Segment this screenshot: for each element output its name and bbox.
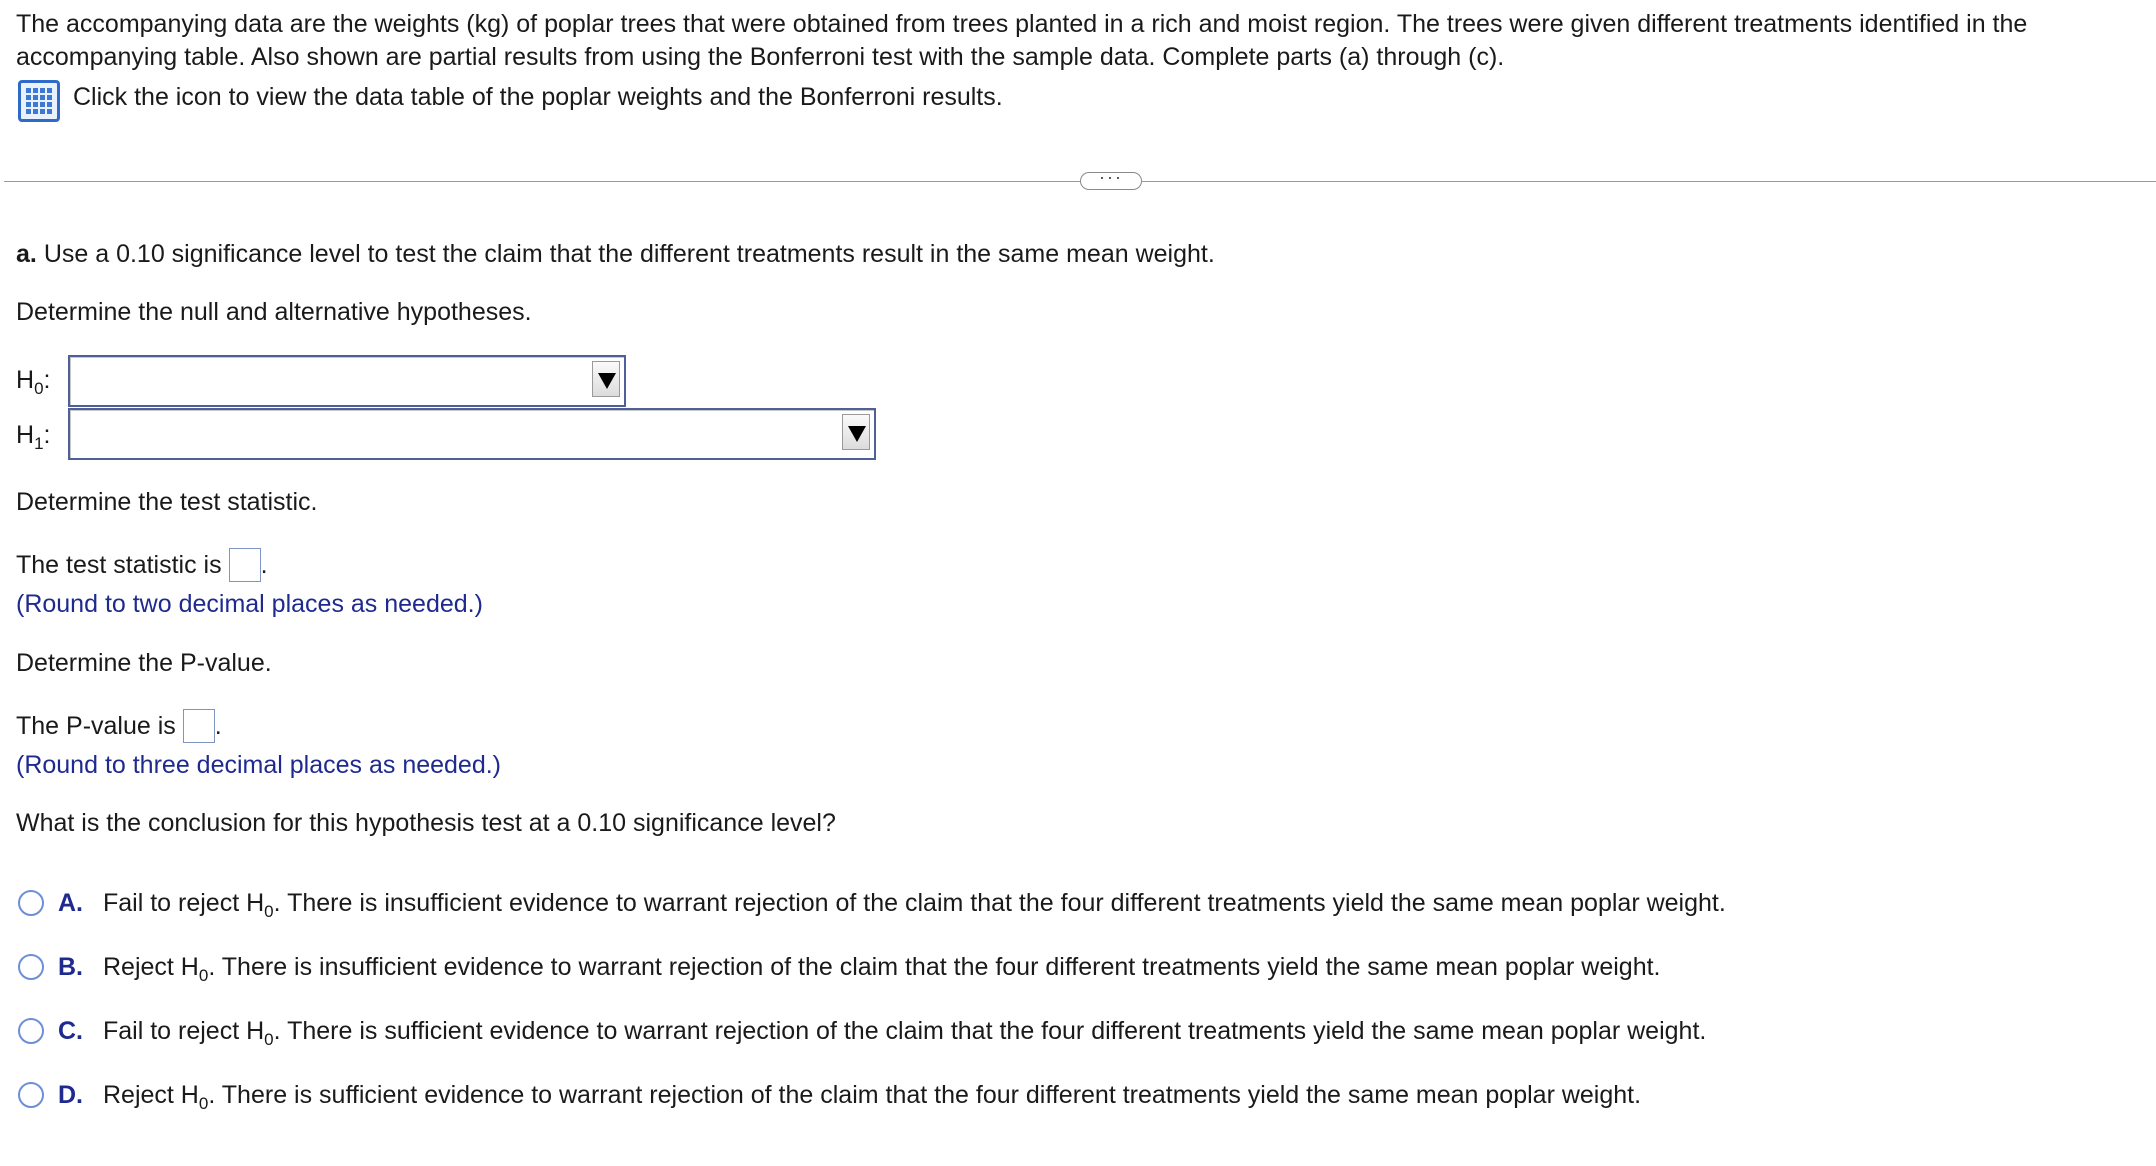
h1-dropdown-arrow-icon[interactable] <box>842 414 870 450</box>
pvalue-hint: (Round to three decimal places as needed.) <box>16 751 502 779</box>
expand-more-button[interactable]: ··· <box>1080 172 1142 190</box>
test-stat-line: The test statistic is . <box>16 548 268 582</box>
intro-line-1: The accompanying data are the weights (kg) of poplar trees that were obtained from trees planted in a rich and moist region. The trees were given different treatments identified in the <box>16 10 2028 38</box>
option-c-radio[interactable] <box>18 1018 44 1044</box>
h1-label: $H_1$: <box>16 421 51 453</box>
data-table-icon[interactable] <box>18 80 60 122</box>
h0-dropdown[interactable] <box>68 355 626 407</box>
option-b-radio[interactable] <box>18 954 44 980</box>
test-stat-prompt: Determine the test statistic. <box>16 488 318 516</box>
h0-label: $H_0$: <box>16 366 51 398</box>
pvalue-label: The P-value is <box>16 712 176 740</box>
hypotheses-prompt: Determine the null and alternative hypotheses. <box>16 298 532 326</box>
option-c[interactable]: C. Fail to reject $H_0$. There is sufficient evidence to warrant rejection of the claim that the four different treatments yield the same mean poplar weight. <box>18 1011 1706 1051</box>
pvalue-input[interactable] <box>183 709 215 743</box>
icon-instruction: Click the icon to view the data table of the poplar weights and the Bonferroni results. <box>73 83 1003 111</box>
conclusion-prompt: What is the conclusion for this hypothesis test at a 0.10 significance level? <box>16 809 836 837</box>
option-d[interactable]: D. Reject $H_0$. There is sufficient evidence to warrant rejection of the claim that the four different treatments yield the same mean poplar weight. <box>18 1075 1641 1115</box>
test-stat-label: The test statistic is <box>16 551 222 579</box>
pvalue-prompt: Determine the P-value. <box>16 649 272 677</box>
test-stat-input[interactable] <box>229 548 261 582</box>
option-a[interactable]: A. Fail to reject $H_0$. There is insufficient evidence to warrant rejection of the claim that the four different treatments yield the same mean poplar weight. <box>18 883 1726 923</box>
test-stat-hint: (Round to two decimal places as needed.) <box>16 590 483 618</box>
option-a-radio[interactable] <box>18 890 44 916</box>
option-d-radio[interactable] <box>18 1082 44 1108</box>
option-b[interactable]: B. Reject $H_0$. There is insufficient evidence to warrant rejection of the claim that the four different treatments yield the same mean poplar weight. <box>18 947 1661 987</box>
h0-dropdown-arrow-icon[interactable] <box>592 361 620 397</box>
part-a-prompt <box>16 238 1215 271</box>
intro-text <box>16 8 2136 74</box>
h1-dropdown[interactable] <box>68 408 876 460</box>
intro-line-2: accompanying table. Also shown are partial results from using the Bonferroni test with the sample data. Complete parts (a) through (c). <box>16 43 1505 71</box>
part-a-text: Use a 0.10 significance level to test the claim that the different treatments result in the same mean weight. <box>43 240 1215 268</box>
part-a-letter: a. <box>16 240 37 268</box>
pvalue-line: The P-value is . <box>16 709 222 743</box>
